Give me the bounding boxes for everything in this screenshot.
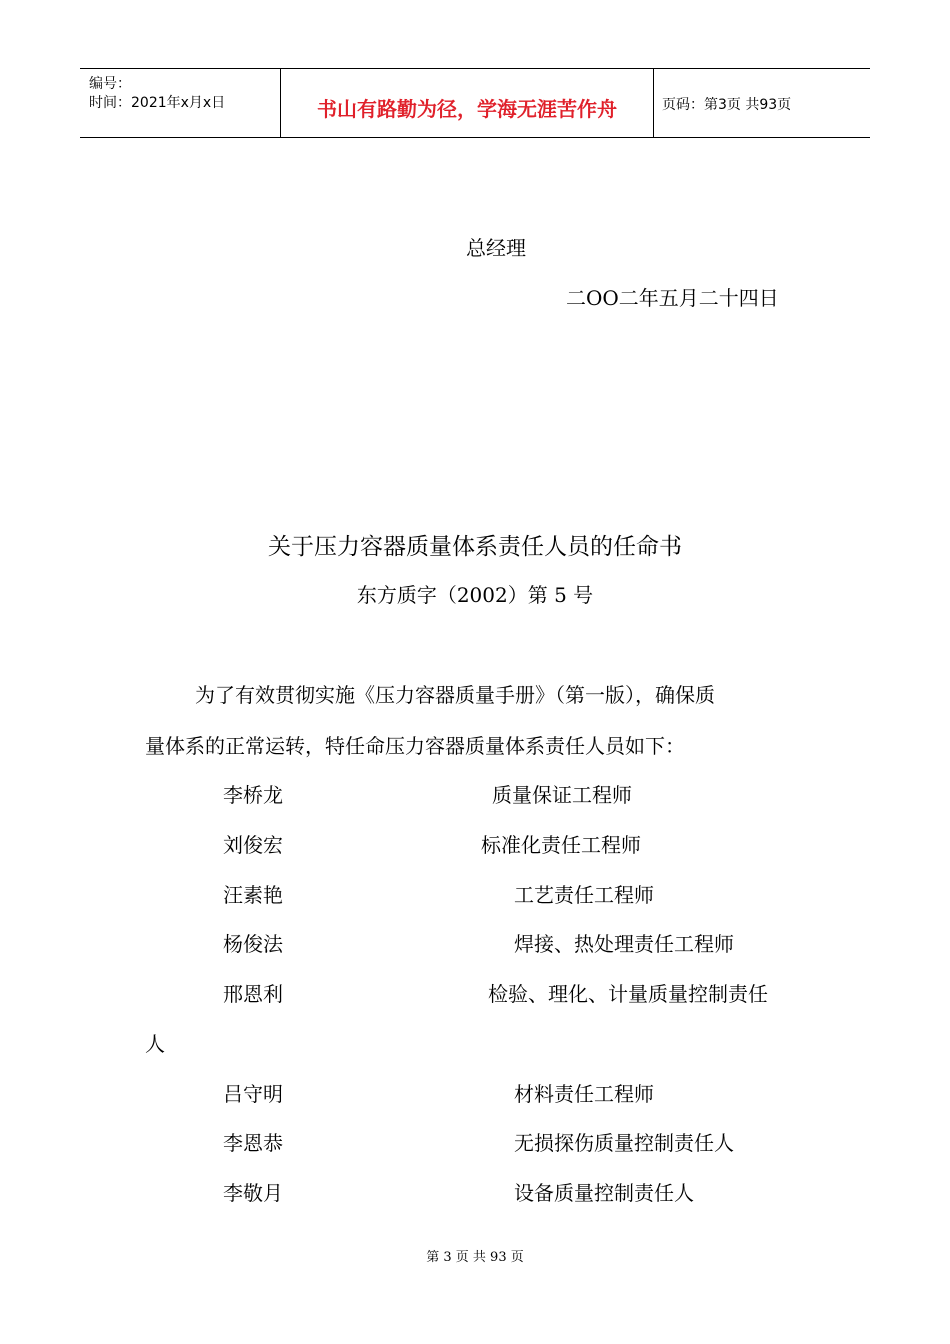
appointee-name: 邢恩利 <box>223 982 283 1006</box>
page-footer: 第 3 页 共 93 页 <box>426 1250 524 1265</box>
document-title: 关于压力容器质量体系责任人员的任命书 <box>268 534 682 560</box>
appointee-role-wrap: 人 <box>145 1032 165 1056</box>
signer-title: 总经理 <box>466 236 526 260</box>
appointee-name: 李恩恭 <box>223 1131 283 1155</box>
intro-paragraph-line-1: 为了有效贯彻实施《压力容器质量手册》（第一版），确保质 <box>195 683 715 707</box>
appointee-role: 设备质量控制责任人 <box>514 1181 694 1205</box>
header-motto: 书山有路勤为径，学海无涯苦作舟 <box>317 97 617 121</box>
appointee-role: 标准化责任工程师 <box>481 833 641 857</box>
appointee-role: 材料责任工程师 <box>514 1082 654 1106</box>
header-motto-cell <box>281 69 654 137</box>
signature-date: 二OO二年五月二十四日 <box>566 286 779 310</box>
appointee-name: 李桥龙 <box>223 783 283 807</box>
appointee-name: 汪素艳 <box>223 883 283 907</box>
page-header <box>80 68 870 138</box>
appointee-name: 吕守明 <box>223 1082 283 1106</box>
header-page-info: 页码：第3页 共93页 <box>662 97 792 113</box>
appointee-role: 检验、理化、计量质量控制责任 <box>488 982 768 1006</box>
intro-paragraph-line-2: 量体系的正常运转，特任命压力容器质量体系责任人员如下： <box>145 734 685 758</box>
appointee-role: 质量保证工程师 <box>492 783 632 807</box>
appointee-name: 刘俊宏 <box>223 833 283 857</box>
appointee-role: 焊接、热处理责任工程师 <box>514 932 734 956</box>
document-number: 东方质字（2002）第 5 号 <box>356 583 594 607</box>
appointee-role: 无损探伤质量控制责任人 <box>514 1131 734 1155</box>
header-date-label: 时间：2021年x月x日 <box>89 95 226 111</box>
header-code-label: 编号： <box>89 76 131 92</box>
header-page-cell <box>654 69 870 137</box>
header-left-cell <box>80 69 281 137</box>
appointee-name: 李敬月 <box>223 1181 283 1205</box>
appointee-role: 工艺责任工程师 <box>514 883 654 907</box>
appointee-name: 杨俊法 <box>223 932 283 956</box>
